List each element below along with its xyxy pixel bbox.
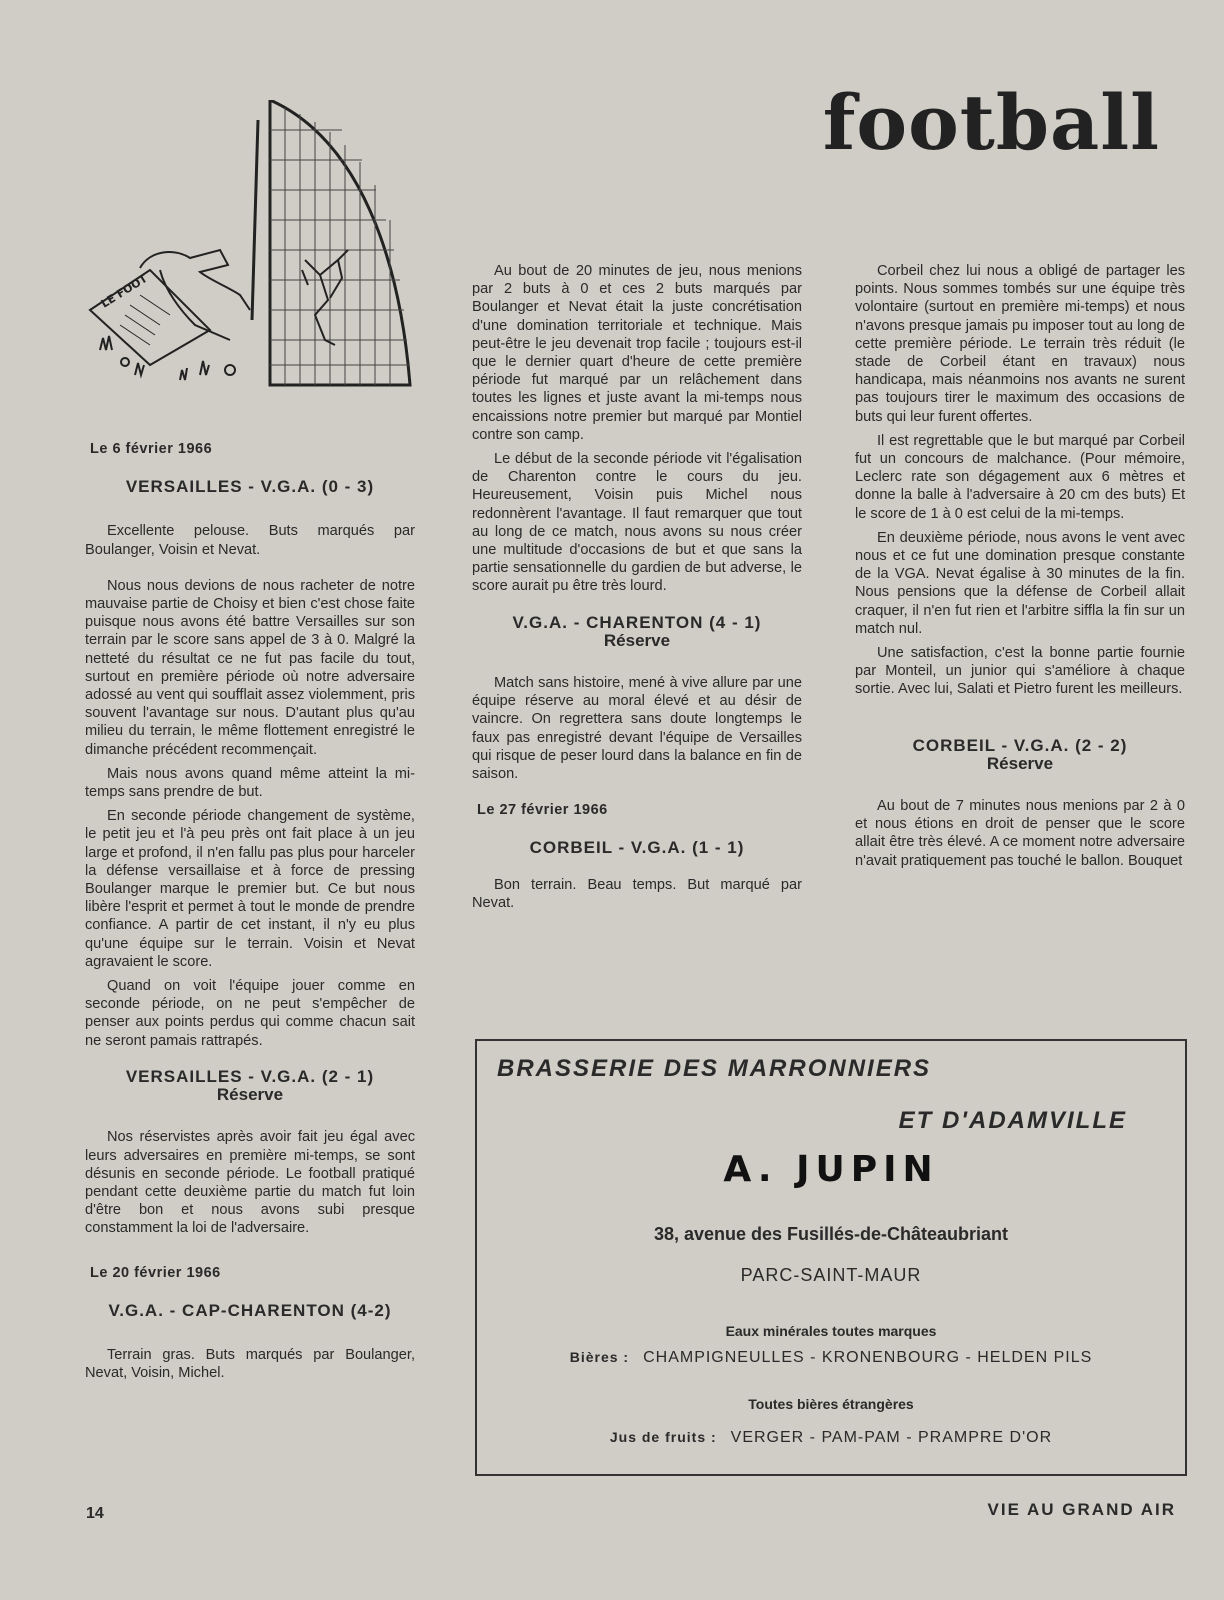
ad-owner-name: A. JUPIN: [723, 1149, 939, 1190]
match-date: Le 20 février 1966: [90, 1264, 221, 1281]
ad-beers: [477, 1349, 1185, 1367]
match-heading: CORBEIL - V.G.A. (1 - 1): [529, 838, 745, 858]
ad-juices-label: Jus de fruits :: [609, 1429, 717, 1445]
article-column-3: [855, 262, 1185, 876]
paragraph: Une satisfaction, c'est la bonne partie fournie par Monteil, un junior qui s'améliore à chaque sortie. Avec lui, Salati et Pietro furent les meilleurs.: [855, 645, 1185, 698]
paragraph: Au bout de 7 minutes nous menions par 2 à 0 et nous étions en droit de penser que le score allait être très élevé. A ce moment notre adversaire n'avait pratiquement pas touché le ballon. Bouquet: [855, 798, 1185, 869]
paragraph: En seconde période changement de système, le petit jeu et l'à peu près ont fait place à un jeu large et profond, il n'en fallu pas plus pour harceler la défense versaillaise et à force de pressing Boulanger marque le premier but. Ce but nous libère l'esprit et permet à tout le monde de prendre confiance. A partir de cet instant, il n'y eu plus qu'une équipe sur le terrain. Voisin et Nevat agravaient le score.: [85, 808, 415, 970]
ad-beers-label: Bières :: [569, 1349, 630, 1365]
paragraph: Excellente pelouse. Buts marqués par Boulanger, Voisin et Nevat.: [85, 523, 415, 558]
page-number: 14: [86, 1505, 104, 1522]
ad-address: 38, avenue des Fusillés-de-Châteaubriant: [653, 1224, 1009, 1244]
ad-foreign-beers: Toutes bières étrangères: [748, 1396, 914, 1412]
reserve-label: Réserve: [603, 630, 671, 650]
match-heading: V.G.A. - CHARENTON (4 - 1): [512, 612, 762, 632]
paragraph: Bon terrain. Beau temps. But marqué par Nevat.: [472, 876, 802, 911]
illustration-sign: LE FOOT: [98, 271, 150, 311]
match-heading: CORBEIL - V.G.A. (2 - 2): [912, 735, 1128, 755]
magazine-name: VIE AU GRAND AIR: [987, 1500, 1176, 1519]
match-heading: V.G.A. - CAP-CHARENTON (4-2): [108, 1300, 392, 1320]
ad-brasserie-location: ET D'ADAMVILLE: [898, 1107, 1127, 1134]
paragraph: Il est regrettable que le but marqué par Corbeil fut un concours de malchance. (Pour mémoire, Leclerc rate son dégagement aux 6 mètres et donne la balle à l'adversaire à 20 cm des buts) Et le score de 1 à 0 est celui de la mi-temps.: [855, 432, 1185, 522]
ad-juices-list: VERGER - PAM-PAM - PRAMPRE D'OR: [730, 1429, 1053, 1446]
paragraph: Quand on voit l'équipe jouer comme en seconde période, on ne peut s'empêcher de penser aux points perdus qui comme chacun sait ne seront pamais rattrapés.: [85, 978, 415, 1049]
reserve-label: Réserve: [216, 1085, 284, 1105]
match-heading: VERSAILLES - V.G.A. (2 - 1): [125, 1066, 375, 1086]
ad-city: PARC-SAINT-MAUR: [740, 1265, 922, 1285]
ad-mineral-water: Eaux minérales toutes marques: [725, 1323, 937, 1339]
ad-brasserie-name: BRASSERIE DES MARRONNIERS: [497, 1055, 932, 1082]
paragraph: Mais nous avons quand même atteint la mi-temps sans prendre de but.: [85, 765, 415, 801]
advertisement-box: [475, 1039, 1187, 1476]
article-column-2: [472, 262, 802, 918]
goal-cartoon-illustration: [80, 100, 415, 400]
paragraph: Terrain gras. Buts marqués par Boulanger, Nevat, Voisin, Michel.: [85, 1346, 415, 1382]
ad-beers-list: CHAMPIGNEULLES - KRONENBOURG - HELDEN PILS: [643, 1349, 1093, 1366]
paragraph: En deuxième période, nous avons le vent avec nous et ce fut une domination presque constante de la VGA. Nevat égalise à 30 minutes de la fin. Nous pensions que la défense de Corbeil allait craquer, il n'en fut rien et l'arbitre siffla la fin sur un match nul.: [855, 529, 1185, 637]
paragraph: Match sans histoire, mené à vive allure par une équipe réserve au moral élevé et au désir de vaincre. On regrettera sans doute longtemps le faux pas enregistré devant l'équipe de Versailles qui risque de peser lourd dans la balance en fin de saison.: [472, 675, 802, 783]
paragraph: Au bout de 20 minutes de jeu, nous menions par 2 buts à 0 et ces 2 buts marqués par Boulanger et Nevat était la juste concrétisation d'une domination territoriale et technique. Mais peut-être le jeu devenait trop facile ; toujours est-il que le dernier quart d'heure de cette première période fut marqué par un relâchement dans toutes les lignes et juste avant la mi-temps nous encaissions notre premier but marqué par Montiel contre son camp.: [472, 263, 802, 443]
match-heading: VERSAILLES - V.G.A. (0 - 3): [125, 477, 375, 497]
paragraph: Nos réservistes après avoir fait jeu égal avec leurs adversaires en première mi-temps, se sont désunis en seconde période. Le football pratiqué pendant cette deuxième partie du match fut loin d'être bon et nous avons subi presque constamment la loi de l'adversaire.: [85, 1129, 415, 1237]
section-title: football: [822, 78, 1160, 167]
match-date: Le 6 février 1966: [90, 441, 213, 457]
reserve-label: Réserve: [986, 753, 1054, 773]
match-date: Le 27 février 1966: [477, 802, 608, 819]
article-column-1: [85, 440, 415, 1388]
paragraph: Corbeil chez lui nous a obligé de partager les points. Nous sommes tombés sur une équipe très volontaire (surtout en première mi-temps) et nous n'avons presque jamais pu imposer tout au long de cette première période. Le terrain très réduit (le stade de Corbeil étant en travaux) nous handicapa, mais néanmoins nos avants ne surent pas toujours tirer le maximum des occasions de buts qui leur furent offertes.: [855, 263, 1185, 425]
paragraph: Le début de la seconde période vit l'égalisation de Charenton contre le cours du jeu. Heureusement, Voisin puis Michel nous redonnèrent l'avantage. Il faut remarquer que tout au long de ce match, nous avons su nous créer une multitude d'occasions de but et que sans la partie sensationnelle du gardien de but adverse, le score aurait pu être très lourd.: [472, 451, 802, 595]
ad-juices: [477, 1429, 1185, 1447]
paragraph: Nous nous devions de nous racheter de notre mauvaise partie de Choisy et bien c'est chose faite puisque nous avons été battre Versailles sur son terrain par le score sans appel de 3 à 0. Malgré la netteté du résultat ce ne fut pas facile du tout, surtout en première période où notre adversaire adossé au vent qui soufflait assez violemment, pris souvent l'avantage sur nous. D'autant plus qu'au milieu du terrain, le même flottement enregistré le dimanche précédent recommençait.: [85, 577, 415, 758]
